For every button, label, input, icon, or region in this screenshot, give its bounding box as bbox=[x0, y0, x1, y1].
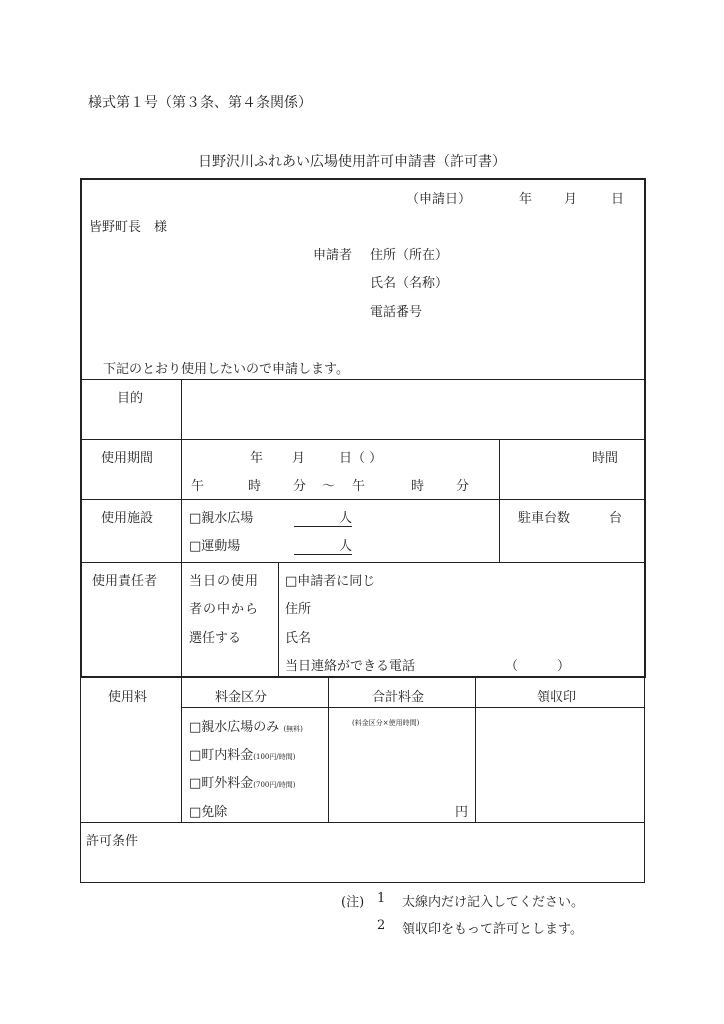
date-year-label: 年 bbox=[519, 192, 533, 207]
facility-shinsui-checkbox[interactable]: □親水広場 bbox=[189, 511, 254, 526]
fee-option-shinsui[interactable] bbox=[189, 716, 303, 735]
parking-label: 駐車台数 bbox=[518, 511, 571, 526]
date-day-label: 日 bbox=[611, 192, 625, 207]
notes-prefix: (注) bbox=[341, 895, 365, 910]
date-label: （申請日） bbox=[406, 192, 472, 207]
purpose-label: 目的 bbox=[117, 391, 144, 406]
period-day: 日（ ） bbox=[339, 451, 383, 466]
applicant-name-label: 氏名（名称） bbox=[370, 276, 449, 291]
manager-same-checkbox[interactable]: □申請者に同じ bbox=[285, 574, 376, 589]
period-label: 使用期間 bbox=[101, 451, 154, 466]
date-month-label: 月 bbox=[564, 192, 578, 207]
fee-option-town-note: (100円/時間) bbox=[253, 753, 296, 761]
form-title: 日野沢川ふれあい広場使用許可申請書（許可書） bbox=[198, 154, 506, 170]
manager-note-line2: 者の中から bbox=[189, 602, 260, 617]
facility-shinsui-persons[interactable] bbox=[294, 507, 352, 527]
application-statement: 下記のとおり使用したいので申請します。 bbox=[103, 362, 349, 377]
manager-phone-label: 当日連絡ができる電話 bbox=[285, 659, 416, 674]
fee-option-shinsui-label: □親水広場のみ bbox=[189, 720, 280, 735]
manager-phone-paren: （ ） bbox=[505, 659, 571, 674]
period-hours: 時間 bbox=[592, 451, 619, 466]
addressee: 皆野町長 様 bbox=[89, 220, 168, 235]
applicant-label: 申請者 bbox=[313, 248, 353, 263]
fee-label: 使用料 bbox=[108, 690, 148, 705]
fee-formula: (料金区分×使用時間) bbox=[352, 719, 420, 727]
manager-note-line1: 当日の使用 bbox=[189, 574, 260, 589]
fee-option-outside-note: (700円/時間) bbox=[253, 781, 296, 789]
note-2-number: 2 bbox=[377, 918, 386, 933]
fee-option-outside[interactable] bbox=[189, 772, 295, 791]
facility-sports-checkbox[interactable]: □運動場 bbox=[189, 539, 241, 554]
fee-option-outside-label: □町外料金 bbox=[189, 776, 254, 791]
form-number: 様式第１号（第３条、第４条関係） bbox=[88, 95, 312, 111]
period-tilde: ～ bbox=[322, 479, 336, 494]
note-1-number: 1 bbox=[377, 891, 386, 906]
applicant-phone-label: 電話番号 bbox=[370, 305, 423, 320]
note-1-text: 太線内だけ記入してください。 bbox=[402, 895, 585, 910]
period-end-hour: 時 bbox=[411, 479, 425, 494]
period-year: 年 bbox=[250, 451, 264, 466]
manager-address-label: 住所 bbox=[285, 602, 312, 617]
facilities-label: 使用施設 bbox=[101, 511, 154, 526]
period-start-ampm: 午 bbox=[191, 479, 205, 494]
fee-option-shinsui-note: (無料) bbox=[283, 725, 303, 733]
conditions-label: 許可条件 bbox=[86, 834, 139, 849]
fee-option-exempt[interactable]: □免除 bbox=[189, 805, 228, 820]
manager-label: 使用責任者 bbox=[92, 574, 158, 589]
person-unit: 人 bbox=[338, 511, 352, 526]
fee-option-town-label: □町内料金 bbox=[189, 748, 254, 763]
manager-name-label: 氏名 bbox=[285, 631, 312, 646]
fee-class-header: 料金区分 bbox=[215, 690, 268, 705]
period-start-minute: 分 bbox=[293, 479, 307, 494]
fee-total-header: 合計料金 bbox=[372, 690, 425, 705]
applicant-address-label: 住所（所在） bbox=[370, 248, 449, 263]
facility-sports-persons[interactable] bbox=[294, 535, 352, 555]
receipt-stamp-header: 領収印 bbox=[537, 690, 577, 705]
period-end-minute: 分 bbox=[456, 479, 470, 494]
period-start-hour: 時 bbox=[248, 479, 262, 494]
person-unit: 人 bbox=[338, 539, 352, 554]
period-end-ampm: 午 bbox=[352, 479, 366, 494]
parking-unit: 台 bbox=[609, 511, 623, 526]
manager-note-line3: 選任する bbox=[189, 631, 242, 646]
note-2-text: 領収印をもって許可とします。 bbox=[402, 922, 583, 937]
fee-option-town[interactable] bbox=[189, 744, 295, 763]
period-month: 月 bbox=[292, 451, 306, 466]
fee-yen: 円 bbox=[455, 805, 469, 820]
